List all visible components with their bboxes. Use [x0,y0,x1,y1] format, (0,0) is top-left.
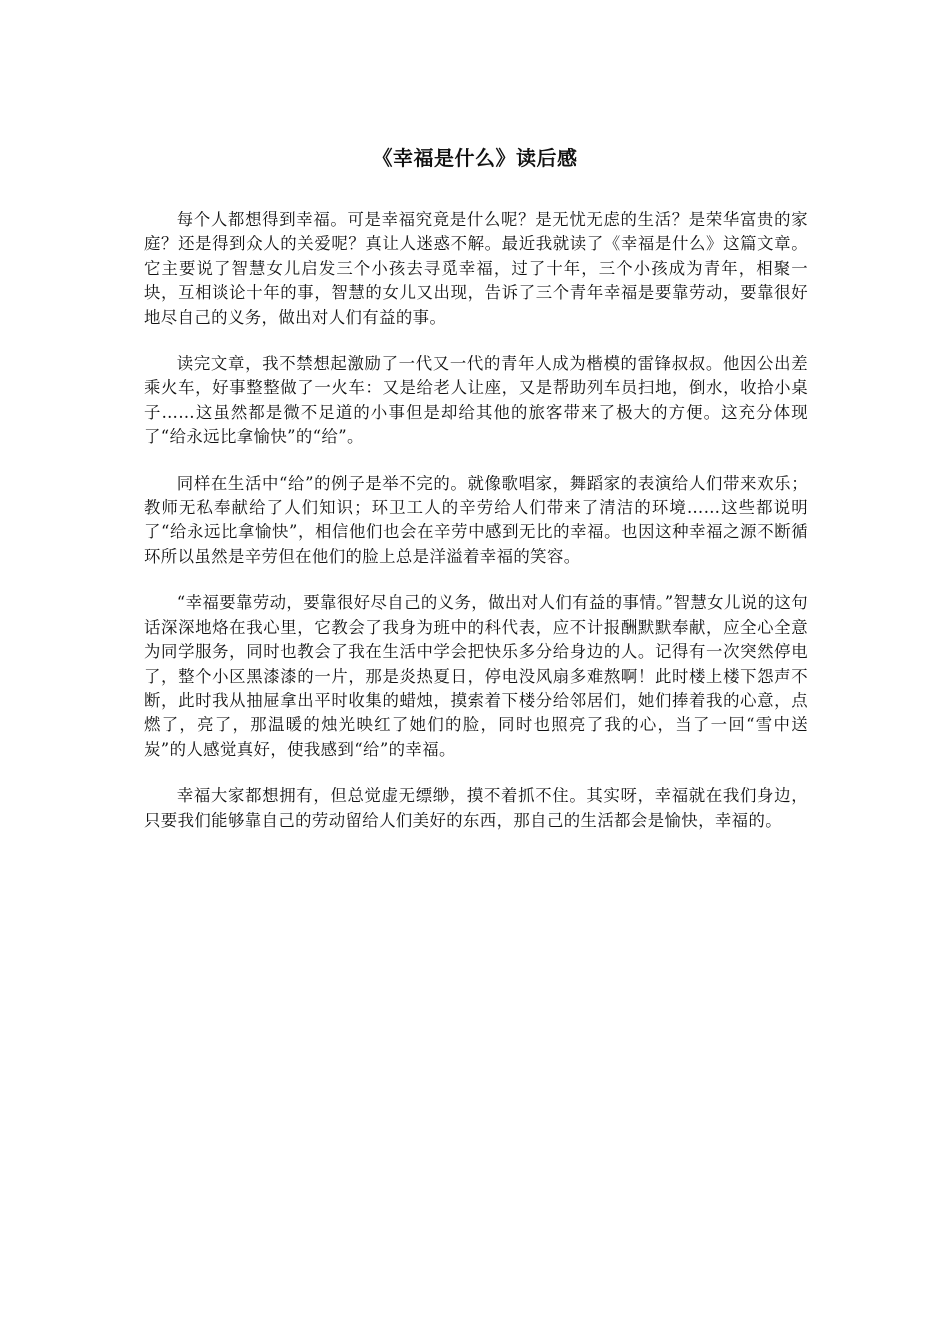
paragraph-5: 幸福大家都想拥有，但总觉虚无缥缈，摸不着抓不住。其实呀，幸福就在我们身边，只要我们能够靠自己的劳动留给人们美好的东西，那自己的生活都会是愉快，幸福的。 [144,786,808,830]
document-title: 《幸福是什么》读后感 [372,146,578,170]
paragraph-2: 读完文章，我不禁想起激励了一代又一代的青年人成为楷模的雷锋叔叔。他因公出差乘火车，好事整整做了一火车：又是给老人让座，又是帮助列车员扫地，倒水，收拾小桌子……这虽然都是微不足道的小事但是却给其他的旅客带来了极大的方便。这充分体现了“给永远比拿愉快”的“给”。 [144,354,808,447]
paragraph-3: 同样在生活中“给”的例子是举不完的。就像歌唱家，舞蹈家的表演给人们带来欢乐；教师无私奉献给了人们知识；环卫工人的辛劳给人们带来了清洁的环境……这些都说明了“给永远比拿愉快”，相信他们也会在辛劳中感到无比的幸福。也因这种幸福之源不断循环所以虽然是辛劳但在他们的脸上总是洋溢着幸福的笑容。 [144,473,808,566]
paragraph-1: 每个人都想得到幸福。可是幸福究竟是什么呢？是无忧无虑的生活？是荣华富贵的家庭？还是得到众人的关爱呢？真让人迷惑不解。最近我就读了《幸福是什么》这篇文章。它主要说了智慧女儿启发三个小孩去寻觅幸福，过了十年，三个小孩成为青年，相聚一块，互相谈论十年的事，智慧的女儿又出现，告诉了三个青年幸福是要靠劳动，要靠很好地尽自己的义务，做出对人们有益的事。 [144,210,808,327]
paragraph-4: “幸福要靠劳动，要靠很好尽自己的义务，做出对人们有益的事情。”智慧女儿说的这句话深深地烙在我心里，它教会了我身为班中的科代表，应不计报酬默默奉献，应全心全意为同学服务，同时也教会了我在生活中学会把快乐多分给身边的人。记得有一次突然停电了，整个小区黑漆漆的一片，那是炎热夏日，停电没风扇多难熬啊！此时楼上楼下怨声不断，此时我从抽屉拿出平时收集的蜡烛，摸索着下楼分给邻居们，她们捧着我的心意，点燃了，亮了，那温暖的烛光映红了她们的脸，同时也照亮了我的心，当了一回“雪中送炭”的人感觉真好，使我感到“给”的幸福。 [144,593,808,759]
document-body [144,208,808,855]
